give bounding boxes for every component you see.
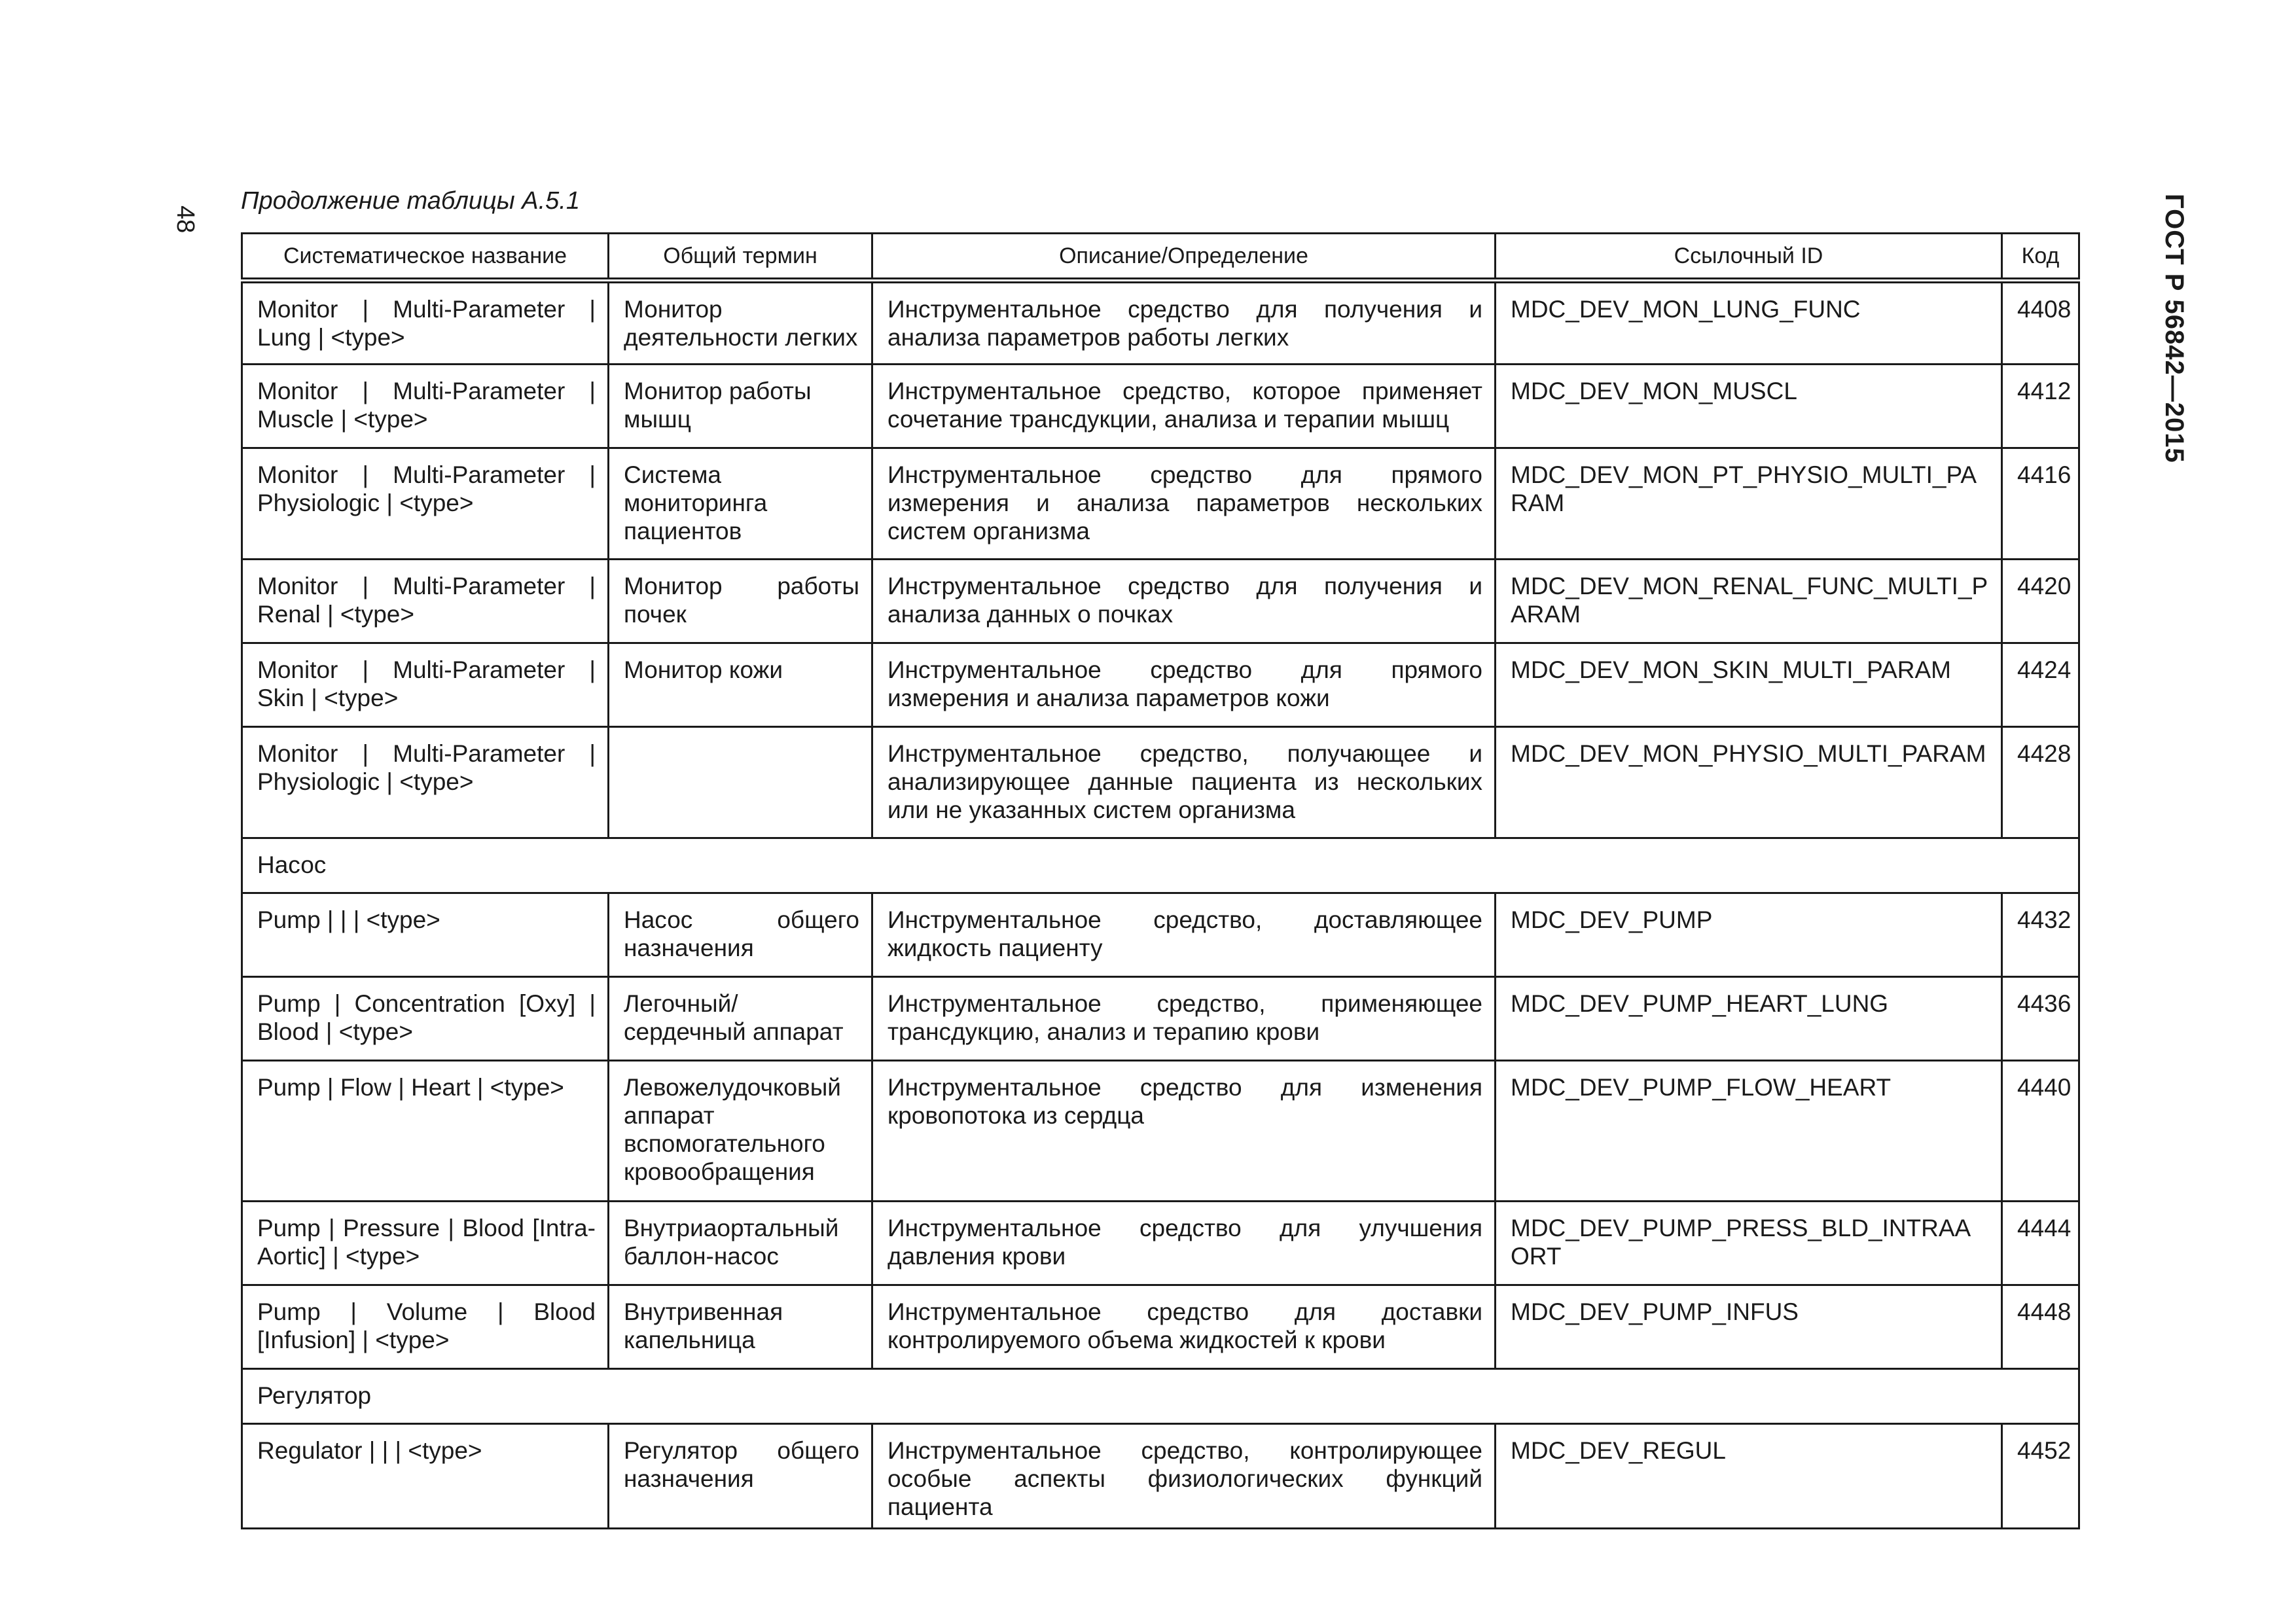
cell-common-term: Монитор деятельности легких [609, 281, 872, 365]
cell-reference-id: MDC_DEV_PUMP_FLOW_HEART [1496, 1061, 2002, 1202]
cell-reference-id: MDC_DEV_PUMP_INFUS [1496, 1285, 2002, 1369]
page-number: 48 [171, 205, 199, 234]
cell-common-term: Регулятор общего назначения [609, 1424, 872, 1529]
section-row-pump [242, 838, 2079, 893]
cell-common-term: Монитор работы мышц [609, 365, 872, 448]
cell-common-term: Легочный/ сердечный аппарат [609, 977, 872, 1061]
header-reference-id: Ссылочный ID [1496, 234, 2002, 281]
header-common-term: Общий термин [609, 234, 872, 281]
cell-common-term [609, 727, 872, 838]
table-row [242, 1424, 2079, 1529]
cell-common-term: Насос общего назначения [609, 893, 872, 977]
cell-description: Инструментальное средство, которое применяет сочетание трансдукции, анализа и терапии мышц [872, 365, 1496, 448]
cell-code: 4444 [2002, 1202, 2079, 1285]
cell-code: 4448 [2002, 1285, 2079, 1369]
cell-common-term: Монитор кожи [609, 643, 872, 727]
cell-reference-id: MDC_DEV_MON_SKIN_MULTI_PARAM [1496, 643, 2002, 727]
section-label: Регулятор [242, 1369, 2079, 1424]
header-systematic-name: Систематическое название [242, 234, 609, 281]
cell-systematic-name: Regulator | | | <type> [242, 1424, 609, 1529]
cell-common-term: Левожелудочковый аппарат вспомогательного кровообращения [609, 1061, 872, 1202]
table-row [242, 560, 2079, 643]
cell-code: 4412 [2002, 365, 2079, 448]
cell-description: Инструментальное средство для изменения кровопотока из сердца [872, 1061, 1496, 1202]
cell-reference-id: MDC_DEV_MON_LUNG_FUNC [1496, 281, 2002, 365]
table-row [242, 448, 2079, 560]
cell-description: Инструментальное средство, доставляющее жидкость пациенту [872, 893, 1496, 977]
table-row [242, 727, 2079, 838]
table-row [242, 1202, 2079, 1285]
cell-code: 4432 [2002, 893, 2079, 977]
cell-reference-id: MDC_DEV_MON_RENAL_FUNC_MULTI_PARAM [1496, 560, 2002, 643]
cell-description: Инструментальное средство для получения и анализа параметров работы легких [872, 281, 1496, 365]
cell-reference-id: MDC_DEV_MON_PT_PHYSIO_MULTI_PARAM [1496, 448, 2002, 560]
cell-common-term: Внутриаортальный баллон-насос [609, 1202, 872, 1285]
cell-systematic-name: Pump | Volume | Blood [Infusion] | <type> [242, 1285, 609, 1369]
cell-systematic-name: Monitor | Multi-Parameter | Renal | <type> [242, 560, 609, 643]
cell-systematic-name: Pump | Pressure | Blood [Intra-Aortic] | <type> [242, 1202, 609, 1285]
cell-systematic-name: Monitor | Multi-Parameter | Muscle | <type> [242, 365, 609, 448]
cell-common-term: Монитор работы почек [609, 560, 872, 643]
header-code: Код [2002, 234, 2079, 281]
cell-systematic-name: Monitor | Multi-Parameter | Skin | <type> [242, 643, 609, 727]
cell-description: Инструментальное средство для прямого измерения и анализа параметров нескольких систем организма [872, 448, 1496, 560]
cell-description: Инструментальное средство для доставки контролируемого объема жидкостей к крови [872, 1285, 1496, 1369]
cell-description: Инструментальное средство для улучшения давления крови [872, 1202, 1496, 1285]
table-row [242, 977, 2079, 1061]
cell-systematic-name: Monitor | Multi-Parameter | Physiologic | <type> [242, 727, 609, 838]
cell-description: Инструментальное средство для прямого измерения и анализа параметров кожи [872, 643, 1496, 727]
cell-code: 4428 [2002, 727, 2079, 838]
cell-code: 4408 [2002, 281, 2079, 365]
cell-reference-id: MDC_DEV_MON_MUSCL [1496, 365, 2002, 448]
cell-reference-id: MDC_DEV_MON_PHYSIO_MULTI_PARAM [1496, 727, 2002, 838]
table-header-row [242, 234, 2079, 281]
table-row [242, 1061, 2079, 1202]
cell-code: 4420 [2002, 560, 2079, 643]
table-row [242, 643, 2079, 727]
terms-table [241, 232, 2080, 1529]
table-row [242, 893, 2079, 977]
cell-description: Инструментальное средство для получения и анализа данных о почках [872, 560, 1496, 643]
table-row [242, 365, 2079, 448]
cell-code: 4452 [2002, 1424, 2079, 1529]
cell-code: 4440 [2002, 1061, 2079, 1202]
cell-reference-id: MDC_DEV_REGUL [1496, 1424, 2002, 1529]
cell-description: Инструментальное средство, применяющее трансдукцию, анализ и терапию крови [872, 977, 1496, 1061]
cell-reference-id: MDC_DEV_PUMP_HEART_LUNG [1496, 977, 2002, 1061]
cell-code: 4416 [2002, 448, 2079, 560]
section-label: Насос [242, 838, 2079, 893]
cell-systematic-name: Pump | Concentration [Oxy] | Blood | <type> [242, 977, 609, 1061]
cell-common-term: Система мониторинга пациентов [609, 448, 872, 560]
cell-description: Инструментальное средство, получающее и анализирующее данные пациента из нескольких или не указанных систем организма [872, 727, 1496, 838]
document-standard-id: ГОСТ Р 56842—2015 [2160, 194, 2189, 463]
table-continuation-title: Продолжение таблицы А.5.1 [241, 187, 580, 215]
cell-systematic-name: Monitor | Multi-Parameter | Lung | <type> [242, 281, 609, 365]
cell-systematic-name: Pump | | | <type> [242, 893, 609, 977]
cell-description: Инструментальное средство, контролирующее особые аспекты физиологических функций пациента [872, 1424, 1496, 1529]
cell-code: 4424 [2002, 643, 2079, 727]
cell-reference-id: MDC_DEV_PUMP [1496, 893, 2002, 977]
header-description: Описание/Определение [872, 234, 1496, 281]
cell-reference-id: MDC_DEV_PUMP_PRESS_BLD_INTRAAORT [1496, 1202, 2002, 1285]
cell-systematic-name: Pump | Flow | Heart | <type> [242, 1061, 609, 1202]
cell-common-term: Внутривенная капельница [609, 1285, 872, 1369]
cell-systematic-name: Monitor | Multi-Parameter | Physiologic | <type> [242, 448, 609, 560]
section-row-regulator [242, 1369, 2079, 1424]
cell-code: 4436 [2002, 977, 2079, 1061]
table-row [242, 281, 2079, 365]
table-row [242, 1285, 2079, 1369]
